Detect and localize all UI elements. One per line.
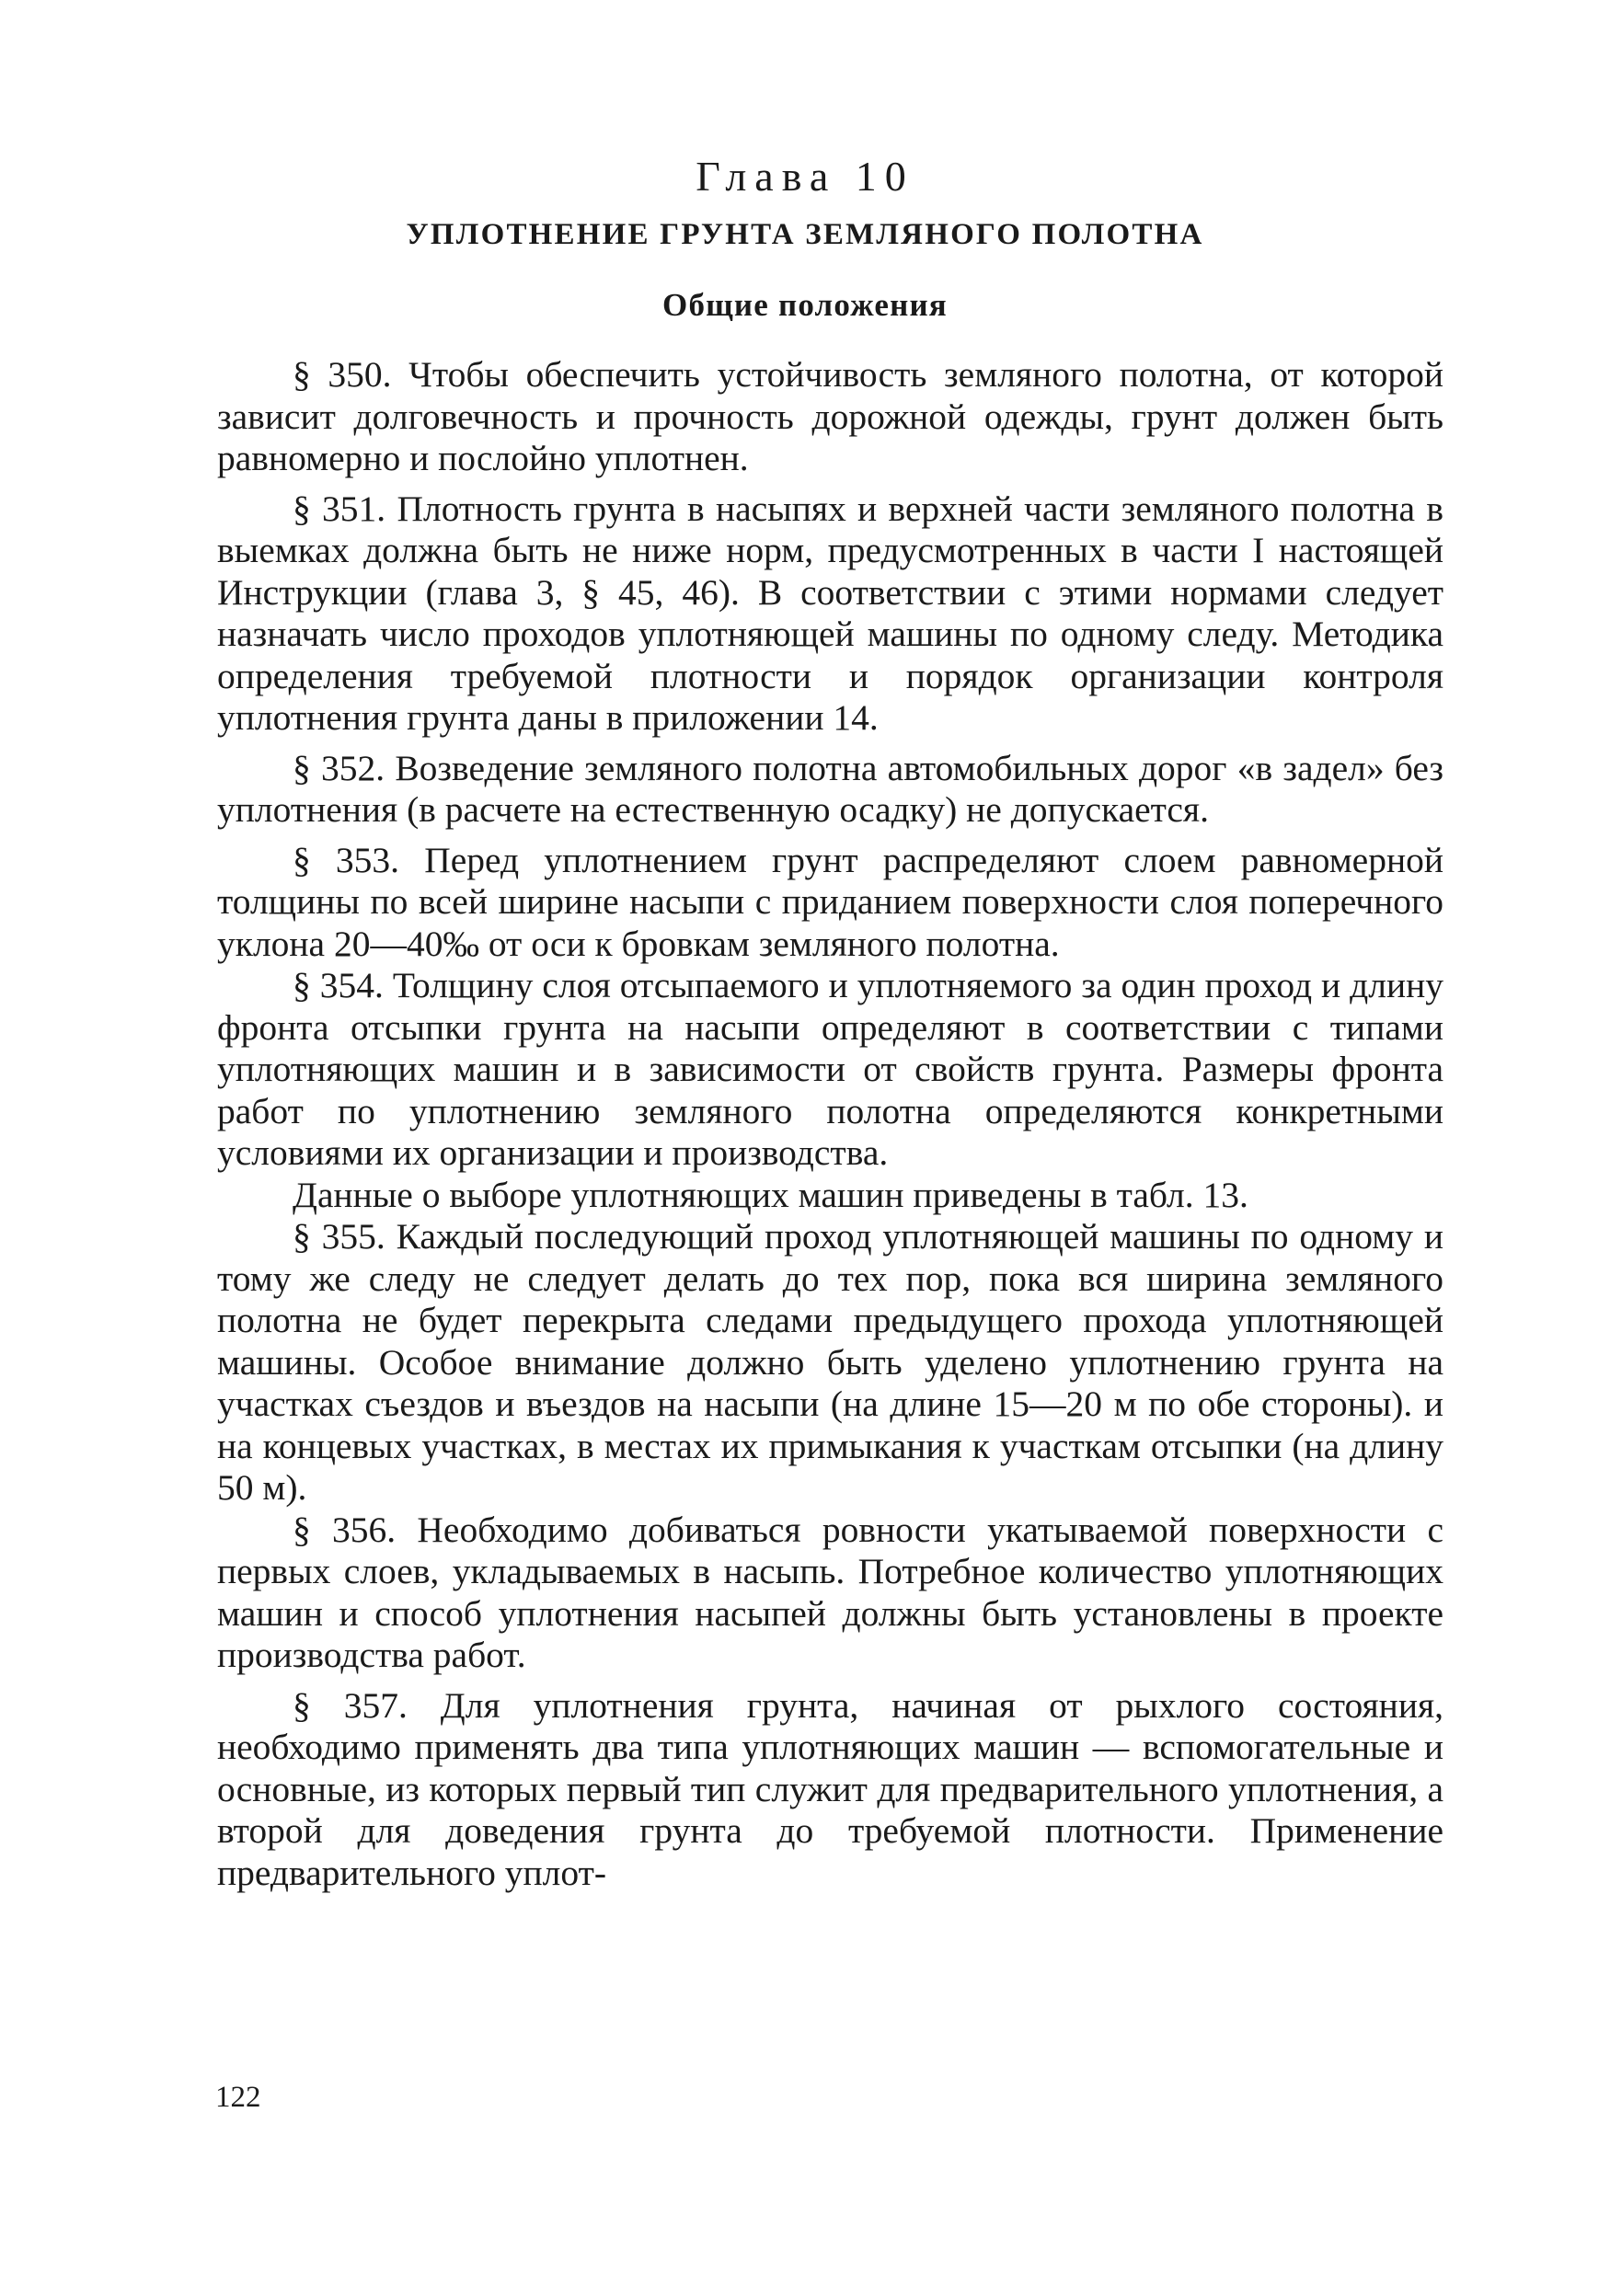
chapter-title: УПЛОТНЕНИЕ ГРУНТА ЗЕМЛЯНОГО ПОЛОТНА — [406, 218, 1204, 251]
paragraph-357: § 357. Для уплотнения грунта, начиная от рыхлого состояния, необходимо применять два типа уплотняющих машин — вспомогательные и основные, из которых первый тип служит для предварительного уплотнения, а второй для доведения грунта до требуемой плотности. Применение предварительного уплот- — [217, 1684, 1443, 1893]
paragraph-353: § 353. Перед уплотнением грунт распределяют слоем равномерной толщины по всей ширине насыпи с приданием поверхности слоя поперечного уклона 20—40‰ от оси к бровкам земляного полотна. — [217, 839, 1443, 964]
paragraph-350: § 350. Чтобы обеспечить устойчивость земляного полотна, от которой зависит долговечность и прочность дорожной одежды, грунт должен быть равномерно и послойно уплотнен. — [217, 354, 1443, 478]
page-number: 122 — [215, 2081, 261, 2114]
paragraph-356: § 356. Необходимо добиваться ровности укатываемой поверхности с первых слоев, укладываемых в насыпь. Потребное количество уплотняющих машин и способ уплотнения насыпей должны быть установлены в проекте производства работ. — [217, 1509, 1443, 1675]
paragraph-352: § 352. Возведение земляного полотна автомобильных дорог «в задел» без уплотнения (в расчете на естественную осадку) не допускается. — [217, 747, 1443, 830]
paragraph-351: § 351. Плотность грунта в насыпях и верхней части земляного полотна в выемках должна быть не ниже норм, предусмотренных в части I настоящей Инструкции (глава 3, § 45, 46). В соответствии с этими нормами следует назначать число проходов уплотняющей машины по одному следу. Методика определения требуемой плотности и порядок организации контроля уплотнения грунта даны в приложении 14. — [217, 488, 1443, 738]
body-text — [217, 354, 1443, 1894]
section-title: Общие положения — [662, 287, 948, 323]
paragraph-355: § 355. Каждый последующий проход уплотняющей машины по одному и тому же следу не следует делать до тех пор, пока вся ширина земляного полотна не будет перекрыта следами предыдущего прохода уплотняющей машины. Особое внимание должно быть уделено уплотнению грунта на участках съездов и въездов на насыпи (на длине 15—20 м по обе стороны). и на концевых участках, в местах их примыкания к участкам отсыпки (на длину 50 м). — [217, 1216, 1443, 1508]
chapter-label: Глава 10 — [696, 153, 914, 200]
paragraph-354: § 354. Толщину слоя отсыпаемого и уплотняемого за один проход и длину фронта отсыпки грунта на насыпи определяют в соответствии с типами уплотняющих машин и в зависимости от свойств грунта. Размеры фронта работ по уплотнению земляного полотна определяются конкретными условиями их организации и производства. — [217, 965, 1443, 1173]
paragraph-table-note: Данные о выборе уплотняющих машин приведены в табл. 13. — [293, 1174, 1248, 1215]
